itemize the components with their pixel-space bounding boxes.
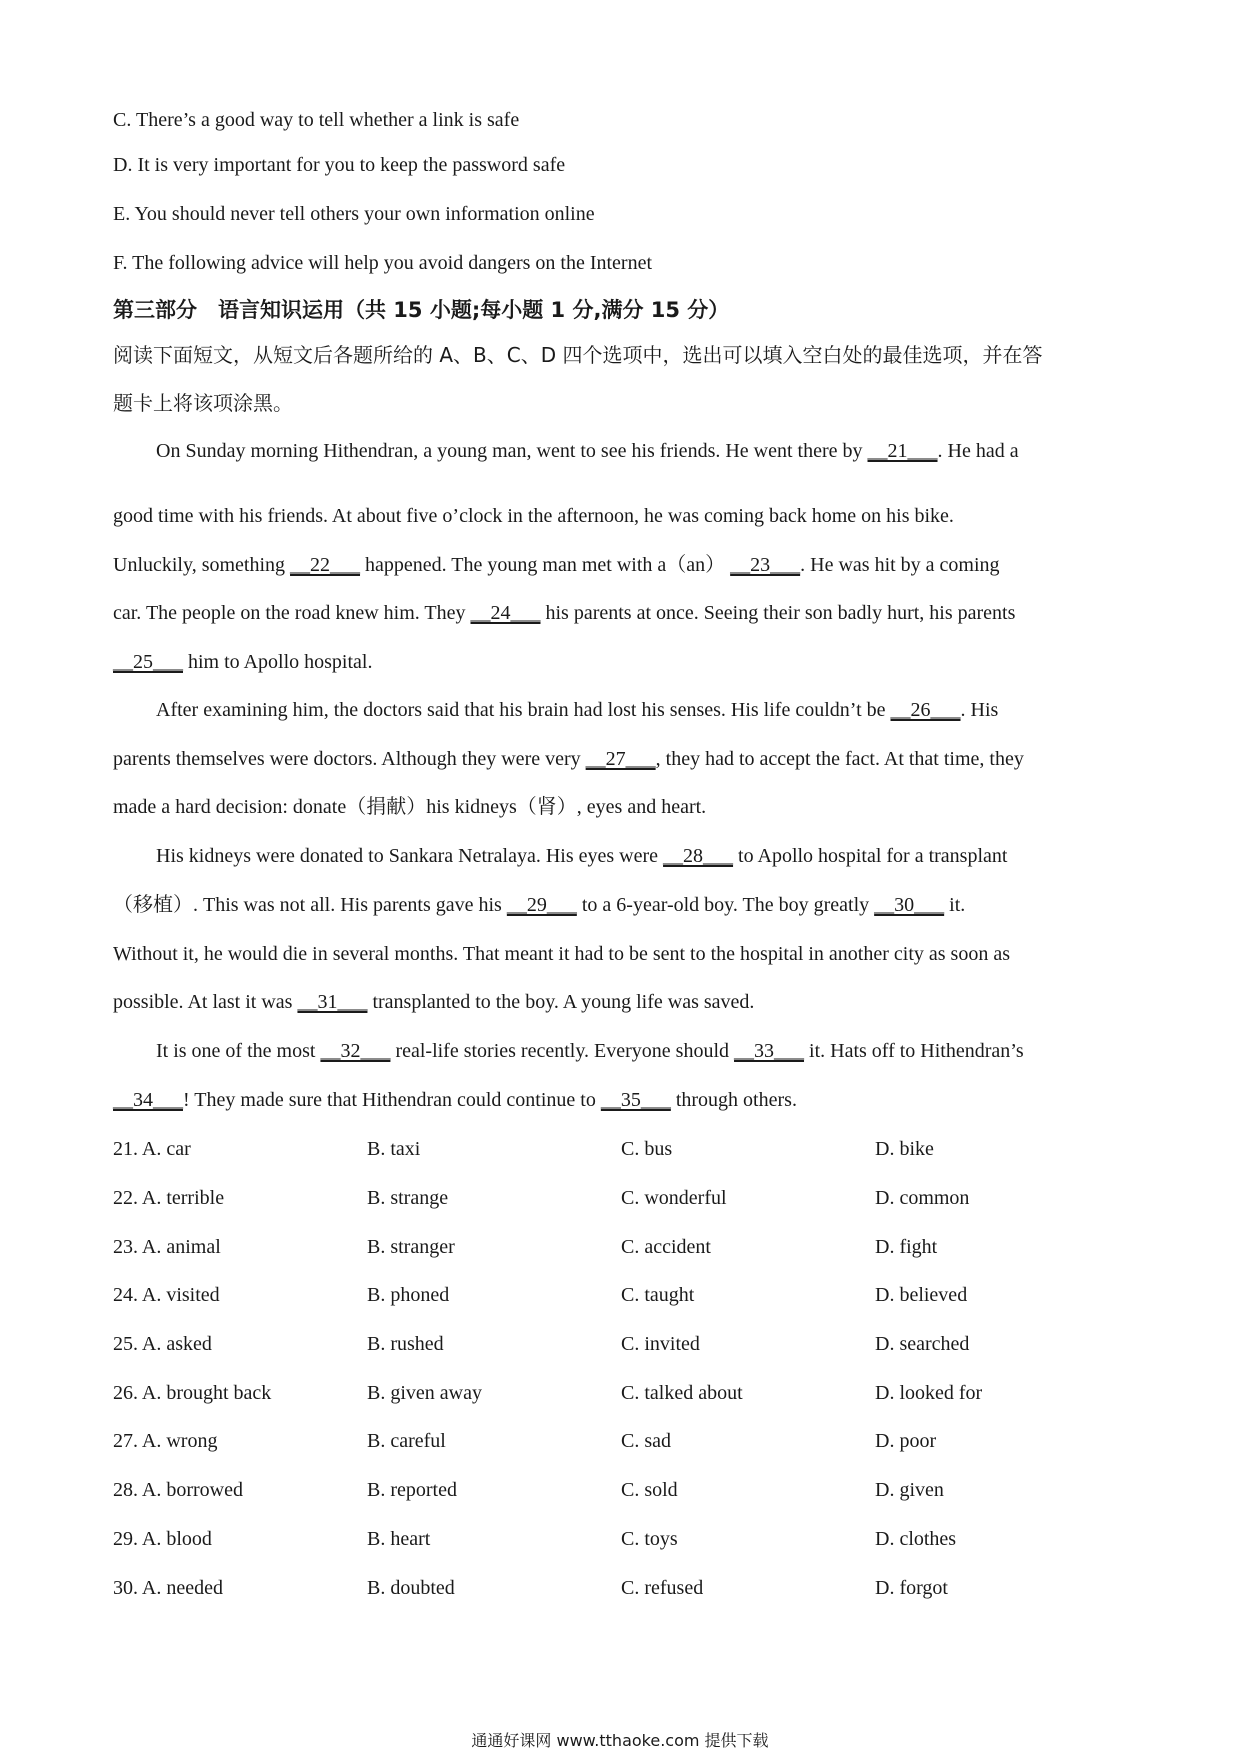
option-c: C. refused bbox=[621, 1577, 704, 1599]
prev-option-e: E. You should never tell others your own information online bbox=[113, 203, 595, 225]
text: His kidneys were donated to Sankara Netralaya. His eyes were bbox=[156, 845, 664, 867]
option-a: 23. A. animal bbox=[113, 1236, 221, 1258]
passage-p3-line-1 bbox=[156, 841, 1007, 871]
blank-32: __32___ bbox=[320, 1040, 391, 1062]
option-b: B. given away bbox=[367, 1382, 482, 1404]
passage-p3-line-3: Without it, he would die in several months. That meant it had to be sent to the hospital in another city as soon as bbox=[113, 943, 1010, 965]
question-row bbox=[113, 1329, 1143, 1359]
option-b: B. phoned bbox=[367, 1284, 450, 1306]
option-c: C. wonderful bbox=[621, 1187, 727, 1209]
instructions-line-2: 题卡上将该项涂黑。 bbox=[113, 391, 293, 415]
text: On Sunday morning Hithendran, a young man, went to see his friends. He went there by bbox=[156, 440, 868, 462]
option-b: B. stranger bbox=[367, 1236, 455, 1258]
blank-21: __21___ bbox=[867, 440, 938, 462]
passage-p2-line-1 bbox=[156, 695, 998, 725]
option-d: D. clothes bbox=[875, 1528, 957, 1550]
text: real-life stories recently. Everyone should bbox=[390, 1040, 735, 1062]
blank-23: __23___ bbox=[730, 554, 801, 576]
option-c: C. invited bbox=[621, 1333, 700, 1355]
option-c: C. sold bbox=[621, 1479, 678, 1501]
option-d: D. given bbox=[875, 1479, 944, 1501]
text: it. Hats off to Hithendran’s bbox=[804, 1040, 1024, 1062]
option-c: C. toys bbox=[621, 1528, 678, 1550]
passage-p2-line-2 bbox=[113, 744, 1024, 774]
text: （移植）. This was not all. His parents gave his bbox=[113, 894, 507, 916]
option-d: D. forgot bbox=[875, 1577, 948, 1599]
text: , they had to accept the fact. At that time, they bbox=[655, 748, 1024, 770]
blank-22: __22___ bbox=[290, 554, 361, 576]
option-b: B. taxi bbox=[367, 1138, 421, 1160]
question-row bbox=[113, 1524, 1143, 1554]
text: . His bbox=[960, 699, 999, 721]
option-d: D. believed bbox=[875, 1284, 968, 1306]
question-row bbox=[113, 1475, 1143, 1505]
prev-option-d: D. It is very important for you to keep the password safe bbox=[113, 154, 566, 176]
question-row bbox=[113, 1378, 1143, 1408]
passage-p4-line-2 bbox=[113, 1085, 797, 1115]
blank-35: __35___ bbox=[600, 1089, 671, 1111]
text: his parents at once. Seeing their son badly hurt, his parents bbox=[540, 602, 1016, 624]
blank-30: __30___ bbox=[874, 894, 945, 916]
option-a: 28. A. borrowed bbox=[113, 1479, 243, 1501]
passage-p3-line-4 bbox=[113, 987, 754, 1017]
option-d: D. looked for bbox=[875, 1382, 983, 1404]
text: . He was hit by a coming bbox=[800, 554, 1000, 576]
prev-option-f: F. The following advice will help you avoid dangers on the Internet bbox=[113, 252, 653, 274]
blank-33: __33___ bbox=[734, 1040, 805, 1062]
blank-24: __24___ bbox=[470, 602, 541, 624]
section-title: 第三部分 语言知识运用（共 15 小题;每小题 1 分,满分 15 分） bbox=[113, 298, 730, 322]
blank-34: __34___ bbox=[113, 1089, 183, 1111]
instructions-line-1: 阅读下面短文，从短文后各题所给的 A、B、C、D 四个选项中，选出可以填入空白处的最佳选项，并在答 bbox=[113, 343, 1043, 367]
text: transplanted to the boy. A young life was saved. bbox=[367, 991, 755, 1013]
option-d: D. poor bbox=[875, 1430, 937, 1452]
option-c: C. talked about bbox=[621, 1382, 743, 1404]
passage-p1-line-3 bbox=[113, 550, 1000, 580]
blank-28: __28___ bbox=[663, 845, 734, 867]
question-row bbox=[113, 1426, 1143, 1456]
option-a: 29. A. blood bbox=[113, 1528, 212, 1550]
text: to Apollo hospital for a transplant bbox=[733, 845, 1008, 867]
blank-26: __26___ bbox=[890, 699, 961, 721]
passage-p1-line-4 bbox=[113, 598, 1015, 628]
blank-25: __25___ bbox=[113, 651, 183, 673]
passage-p1-line-5 bbox=[113, 647, 372, 677]
passage-p2-line-3: made a hard decision: donate（捐献）his kidneys（肾）, eyes and heart. bbox=[113, 796, 707, 818]
option-c: C. sad bbox=[621, 1430, 671, 1452]
blank-31: __31___ bbox=[297, 991, 368, 1013]
option-c: C. taught bbox=[621, 1284, 695, 1306]
text: him to Apollo hospital. bbox=[183, 651, 373, 673]
text: Unluckily, something bbox=[113, 554, 291, 576]
passage-p1-line-2: good time with his friends. At about five o’clock in the afternoon, he was coming back home on his bike. bbox=[113, 505, 954, 527]
option-a: 27. A. wrong bbox=[113, 1430, 218, 1452]
option-b: B. rushed bbox=[367, 1333, 444, 1355]
page-footer: 通通好课网 www.tthaoke.com 提供下载 bbox=[471, 1731, 769, 1750]
option-a: 26. A. brought back bbox=[113, 1382, 272, 1404]
option-a: 22. A. terrible bbox=[113, 1187, 225, 1209]
question-row bbox=[113, 1183, 1143, 1213]
option-d: D. fight bbox=[875, 1236, 938, 1258]
option-b: B. heart bbox=[367, 1528, 431, 1550]
option-a: 25. A. asked bbox=[113, 1333, 212, 1355]
text: possible. At last it was bbox=[113, 991, 298, 1013]
option-b: B. strange bbox=[367, 1187, 449, 1209]
text: After examining him, the doctors said that his brain had lost his senses. His life couldn’t be bbox=[156, 699, 891, 721]
text: parents themselves were doctors. Although they were very bbox=[113, 748, 586, 770]
option-a: 30. A. needed bbox=[113, 1577, 223, 1599]
option-b: B. reported bbox=[367, 1479, 457, 1501]
text: to a 6-year-old boy. The boy greatly bbox=[576, 894, 875, 916]
option-c: C. accident bbox=[621, 1236, 711, 1258]
blank-29: __29___ bbox=[506, 894, 577, 916]
option-a: 24. A. visited bbox=[113, 1284, 220, 1306]
question-row bbox=[113, 1232, 1143, 1262]
option-d: D. bike bbox=[875, 1138, 934, 1160]
text: it. bbox=[944, 894, 966, 916]
question-row bbox=[113, 1134, 1143, 1164]
text: through others. bbox=[670, 1089, 797, 1111]
option-b: B. careful bbox=[367, 1430, 446, 1452]
text: It is one of the most bbox=[156, 1040, 321, 1062]
option-b: B. doubted bbox=[367, 1577, 455, 1599]
passage-p4-line-1 bbox=[156, 1036, 1024, 1066]
option-a: 21. A. car bbox=[113, 1138, 191, 1160]
question-row bbox=[113, 1573, 1143, 1603]
option-d: D. searched bbox=[875, 1333, 970, 1355]
prev-option-c: C. There’s a good way to tell whether a link is safe bbox=[113, 109, 520, 131]
option-d: D. common bbox=[875, 1187, 970, 1209]
passage-p1-line-1 bbox=[156, 436, 1019, 466]
passage-p3-line-2 bbox=[113, 890, 965, 920]
text: happened. The young man met with a（an） bbox=[360, 554, 731, 576]
blank-27: __27___ bbox=[585, 748, 656, 770]
text: . He had a bbox=[937, 440, 1019, 462]
text: car. The people on the road knew him. They bbox=[113, 602, 471, 624]
option-c: C. bus bbox=[621, 1138, 673, 1160]
question-row bbox=[113, 1280, 1143, 1310]
text: ! They made sure that Hithendran could continue to bbox=[183, 1089, 601, 1111]
